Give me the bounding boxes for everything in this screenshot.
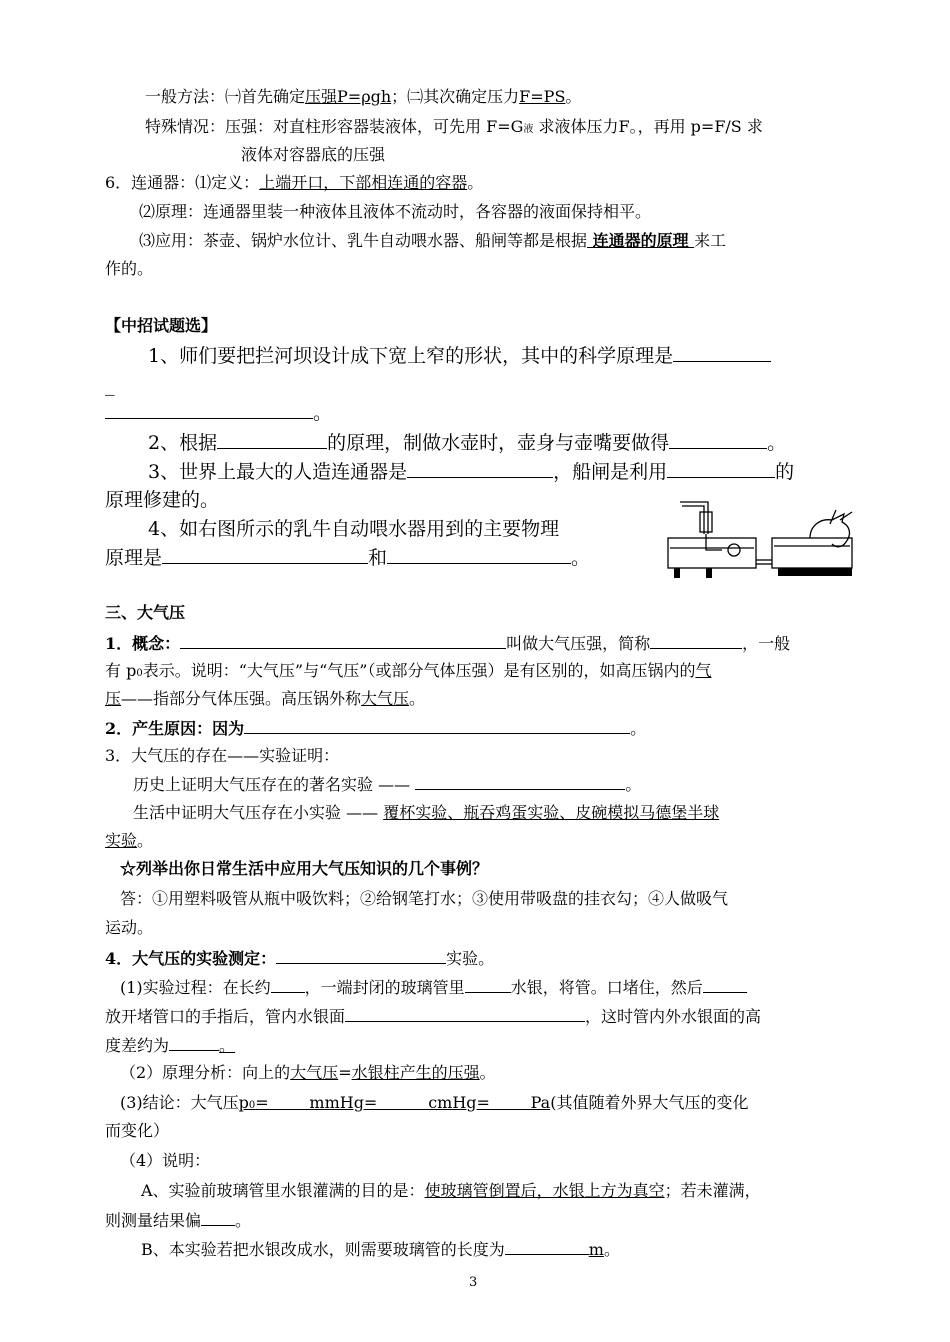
general-method-line bbox=[145, 86, 581, 108]
text: 。 bbox=[313, 402, 333, 424]
analysis-line bbox=[120, 1062, 496, 1084]
special-case-line-2: 液体对容器底的压强 bbox=[241, 145, 386, 164]
answer-blank[interactable] bbox=[415, 773, 625, 790]
text: ；㈡其次确定压力 bbox=[391, 87, 520, 106]
answer-blank[interactable] bbox=[669, 432, 767, 449]
text: 生活中证明大气压存在小实验 —— bbox=[133, 803, 384, 822]
question-4-continued bbox=[105, 545, 590, 571]
underlined-answer: m bbox=[588, 1240, 604, 1259]
text: 实验。 bbox=[446, 949, 495, 968]
text: 。 bbox=[479, 1063, 496, 1082]
text: 4．大气压的实验测定： bbox=[105, 949, 277, 968]
question-2 bbox=[148, 430, 786, 456]
underlined-answer: 连通器的原理 bbox=[587, 231, 695, 250]
text: 。 bbox=[603, 1240, 620, 1259]
text: ，船闸是利用 bbox=[553, 461, 668, 483]
text: 2．产生原因：因为 bbox=[105, 719, 245, 738]
answer-blank[interactable] bbox=[387, 547, 571, 564]
text: 。 bbox=[767, 432, 787, 454]
section-heading: 三、大气压 bbox=[105, 603, 186, 622]
text: 。 bbox=[571, 547, 591, 569]
answer-blank[interactable] bbox=[162, 547, 368, 564]
underlined-answer: 大气压 bbox=[361, 689, 410, 708]
question-1-dash: _ bbox=[105, 374, 115, 396]
conclusion-formula bbox=[239, 1093, 551, 1112]
answer-blank[interactable] bbox=[673, 345, 771, 362]
text: 表示。说明：“大气压”与“气压”（或部分气体压强）是有区别的，如高压锅内的 bbox=[142, 661, 696, 680]
answer-blank[interactable] bbox=[667, 461, 775, 478]
text: (1)实验过程：在长约 bbox=[120, 978, 271, 997]
measurement-line bbox=[105, 947, 494, 970]
text: 。 bbox=[467, 173, 484, 192]
text: 和 bbox=[368, 547, 388, 569]
connector-principle: ⑵原理：连通器里装一种液体且液体不流动时，各容器的液面保持相平。 bbox=[139, 202, 652, 221]
text: (3)结论：大气压 bbox=[120, 1093, 239, 1112]
question-4: 4、如右图所示的乳牛自动喂水器用到的主要物理 bbox=[148, 518, 560, 540]
text: 则测量结果偏 bbox=[105, 1211, 202, 1230]
life-experiment-line bbox=[133, 802, 719, 824]
text: ，一端封闭的玻璃管里 bbox=[304, 978, 465, 997]
underlined-answer: 上端开口，下部相连通的容器 bbox=[259, 173, 468, 192]
answer-blank[interactable] bbox=[244, 717, 630, 734]
answer-blank[interactable] bbox=[465, 976, 511, 993]
examples-question: ☆列举出你日常生活中应用大气压知识的几个事例？ bbox=[120, 859, 489, 878]
text: A、实验前玻璃管里水银灌满的目的是： bbox=[141, 1181, 425, 1200]
question-1 bbox=[148, 343, 771, 369]
text: 叫做大气压强，简称 bbox=[506, 634, 651, 653]
subscript: 0 bbox=[136, 668, 143, 679]
text: 。 bbox=[625, 775, 642, 794]
answer-blank[interactable] bbox=[169, 1034, 219, 1051]
connector-definition bbox=[105, 172, 483, 194]
answer-blank[interactable] bbox=[217, 432, 327, 449]
text: 特殊情况：压强：对直柱形容器装液体，可先用 F=G bbox=[145, 117, 524, 136]
cause-line bbox=[105, 717, 646, 740]
history-experiment-line bbox=[133, 773, 641, 796]
underlined-answer: 大气压 bbox=[290, 1063, 339, 1082]
note-a-line-1 bbox=[141, 1180, 761, 1202]
connector-application-end: 作的。 bbox=[105, 259, 154, 278]
text: B、本实验若把水银改成水，则需要玻璃管的长度为 bbox=[141, 1240, 505, 1259]
text: 一般方法：㈠首先确定 bbox=[145, 87, 306, 106]
question-1-continued bbox=[105, 400, 332, 426]
answer-blank[interactable] bbox=[105, 402, 313, 419]
question-3 bbox=[148, 459, 794, 485]
text: 求液体压力F。，再用 p=F/S 求 bbox=[533, 117, 763, 136]
text: ⑶应用：茶壶、锅炉水位计、乳牛自动喂水器、船闸等都是根据 bbox=[139, 231, 588, 250]
note-heading: （4）说明： bbox=[120, 1151, 211, 1170]
text: 。 bbox=[565, 87, 582, 106]
special-case-line-1 bbox=[145, 116, 763, 141]
exam-heading: 【中招试题选】 bbox=[105, 316, 218, 335]
text: 3、世界上最大的人造连通器是 bbox=[148, 461, 408, 483]
text: （2）原理分析：向上的 bbox=[120, 1063, 291, 1082]
text: ，一般 bbox=[742, 634, 791, 653]
text: (其值随着外界大气压的变化 bbox=[550, 1093, 749, 1112]
text: 放开堵管口的手指后，管内水银面 bbox=[105, 1007, 346, 1026]
conclusion-line-1 bbox=[120, 1092, 748, 1117]
subscript: 0 bbox=[248, 1100, 256, 1111]
text: 2、根据 bbox=[148, 432, 218, 454]
underlined-answer: 气 bbox=[695, 661, 712, 680]
answer-blank[interactable] bbox=[271, 976, 305, 993]
process-line-3 bbox=[105, 1034, 235, 1057]
text: 历史上证明大气压存在的著名实验 —— bbox=[133, 775, 411, 794]
answer-blank[interactable] bbox=[505, 1238, 589, 1255]
answer-blank[interactable] bbox=[276, 947, 446, 964]
subscript: 液 bbox=[523, 124, 534, 135]
underlined-answer: F=PS bbox=[519, 87, 566, 106]
answer-blank[interactable] bbox=[407, 461, 553, 478]
text: 。 bbox=[137, 831, 154, 850]
text: ，这时管内外水银面的高 bbox=[585, 1007, 762, 1026]
text: 来工 bbox=[694, 231, 727, 250]
text: 的 bbox=[775, 461, 795, 483]
cow-waterer-figure bbox=[660, 498, 860, 580]
underlined-answer: 水银柱产生的压强 bbox=[351, 1063, 480, 1082]
text: 的原理，制做水壶时，壶身与壶嘴要做得 bbox=[327, 432, 670, 454]
underlined-answer: 压强P=ρgh bbox=[305, 87, 392, 106]
examples-answer-2: 运动。 bbox=[105, 918, 154, 937]
text: 度差约为 bbox=[105, 1036, 170, 1055]
text: 水银，将管。口堵住，然后 bbox=[510, 978, 703, 997]
answer-blank[interactable] bbox=[345, 1005, 585, 1022]
underlined-answer: 实验 bbox=[105, 831, 138, 850]
examples-answer-1: 答：①用塑料吸管从瓶中吸饮料；②给钢笔打水；③使用带吸盘的挂衣勾；④人做吸气 bbox=[120, 889, 729, 908]
text: 原理是 bbox=[105, 547, 163, 569]
answer-blank[interactable] bbox=[703, 976, 747, 993]
text: 有 p bbox=[105, 661, 137, 680]
note-a-line-2 bbox=[105, 1209, 251, 1232]
note-b-line bbox=[141, 1238, 620, 1261]
conclusion-line-2: 而变化） bbox=[105, 1121, 170, 1140]
text: = mmHg= cmHg= Pa bbox=[255, 1093, 551, 1112]
process-line-2 bbox=[105, 1005, 761, 1028]
concept-line-3 bbox=[105, 688, 425, 710]
process-line-1 bbox=[120, 976, 747, 999]
text: ；若未灌满， bbox=[664, 1181, 761, 1200]
underlined-answer: 压 bbox=[105, 689, 122, 708]
connector-application bbox=[139, 230, 726, 252]
existence-line: 3．大气压的存在——实验证明： bbox=[105, 746, 340, 765]
answer-blank[interactable] bbox=[650, 632, 742, 649]
text: = bbox=[338, 1063, 352, 1082]
concept-line-1 bbox=[105, 632, 790, 655]
answer-blank[interactable] bbox=[201, 1209, 235, 1226]
question-3-continued: 原理修建的。 bbox=[105, 489, 220, 511]
text: p bbox=[238, 1093, 249, 1112]
text: ——指部分气体压强。高压锅外称 bbox=[121, 689, 362, 708]
text: 1、师们要把拦河坝设计成下宽上窄的形状，其中的科学原理是 bbox=[148, 345, 674, 367]
text: 1．概念： bbox=[105, 634, 181, 653]
text: 。 bbox=[235, 1211, 252, 1230]
answer-blank[interactable] bbox=[180, 632, 506, 649]
life-experiment-line-2 bbox=[105, 830, 153, 852]
text: 。 bbox=[630, 719, 647, 738]
concept-line-2 bbox=[105, 660, 711, 685]
text: 。 bbox=[409, 689, 426, 708]
page-number: 3 bbox=[469, 1275, 478, 1290]
underlined-answer: 。 bbox=[219, 1036, 236, 1055]
underlined-answer: 使玻璃管倒置后，水银上方为真空 bbox=[424, 1181, 665, 1200]
text: 6．连通器：⑴定义： bbox=[105, 173, 260, 192]
underlined-answer: 覆杯实验、瓶吞鸡蛋实验、皮碗模拟马德堡半球 bbox=[383, 803, 720, 822]
